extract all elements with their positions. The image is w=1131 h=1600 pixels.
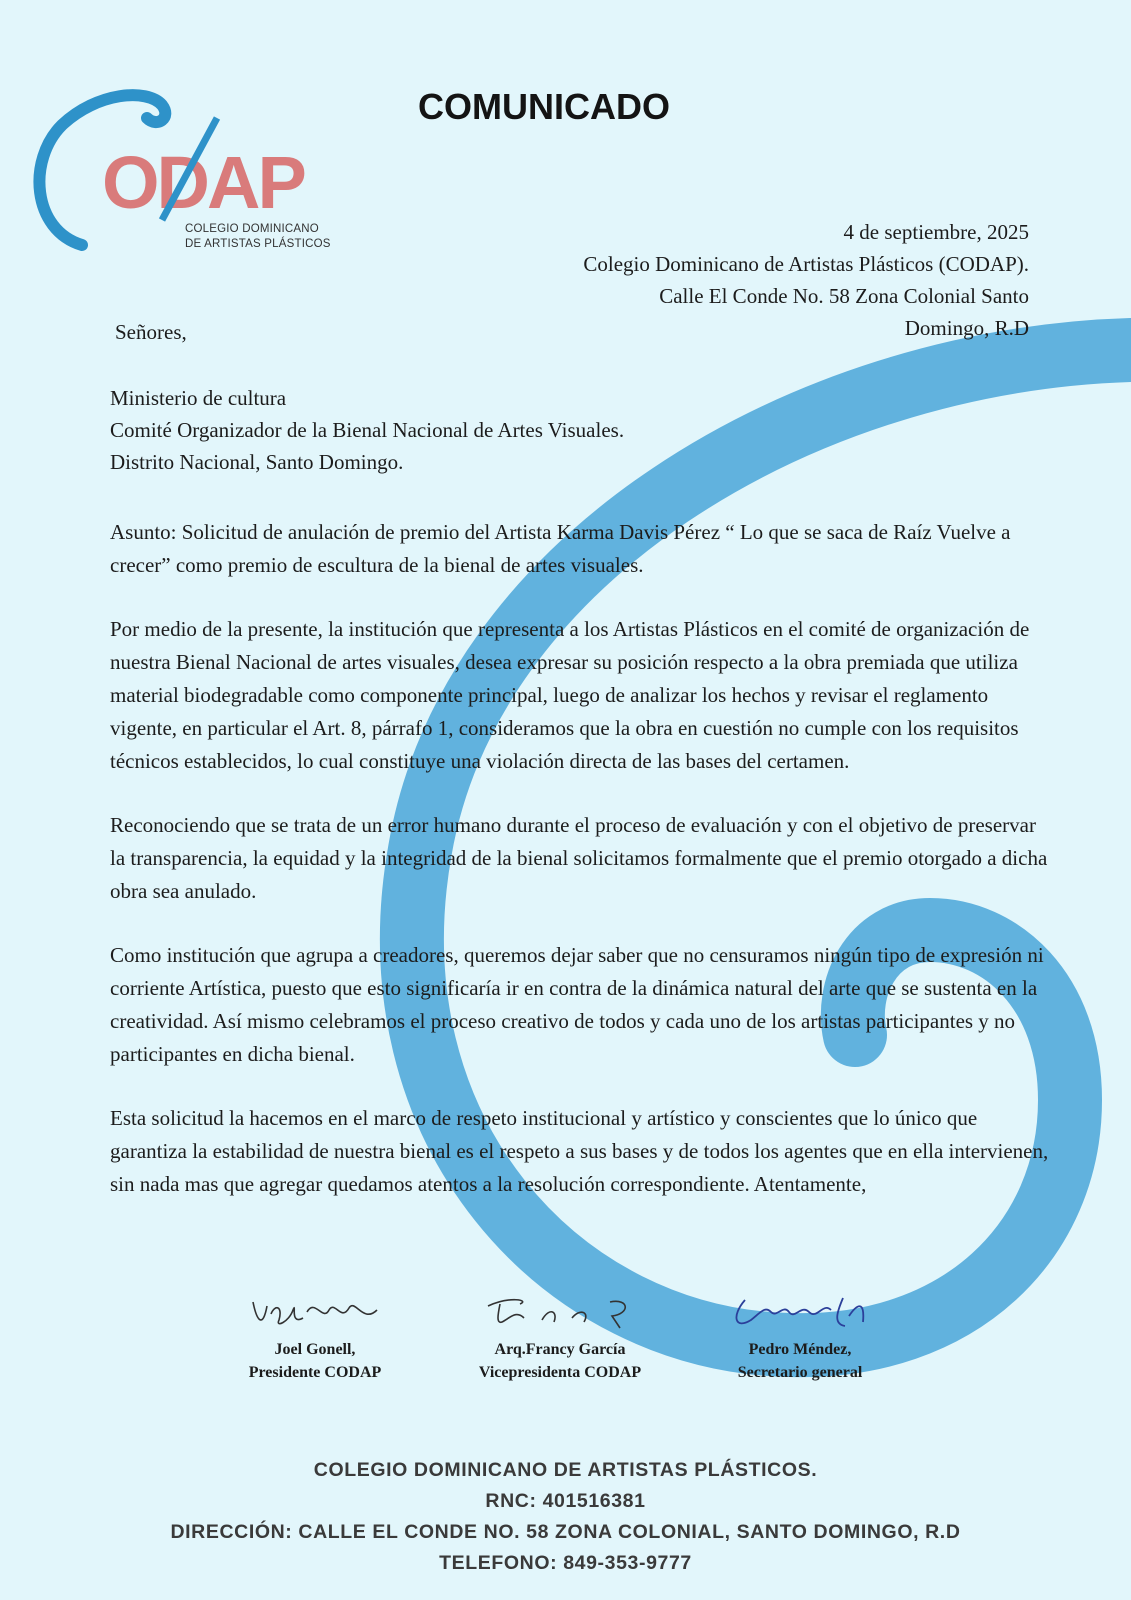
footer-org: COLEGIO DOMINICANO DE ARTISTAS PLÁSTICOS.: [313, 1459, 818, 1481]
body-paragraph-1: Por medio de la presente, la institución que representa a los Artistas Plásticos en el comité de organización de nuestra Bienal Nacional de artes visuales, desea expresar su posición respecto a la obra premiada que utiliza material biodegradable como componente principal, luego de analizar los hechos y revisar el reglamento vigente, en particular el Art. 8, párrafo 1, consideramos que la obra en cuestión no cumple con los requisitos técnicos establecidos, lo cual constituye una violación directa de las bases del certamen.: [110, 617, 1030, 773]
logo-subtitle: [185, 222, 331, 252]
logo-wordmark: ODAP: [102, 141, 304, 224]
letter-date: 4 de septiembre, 2025: [843, 220, 1029, 244]
document-title: COMUNICADO: [418, 86, 670, 127]
signature-scribble-2: [480, 1292, 640, 1332]
signatory-name-1: Joel Gonell,: [274, 1341, 356, 1358]
footer-rnc: RNC: 401516381: [485, 1490, 646, 1512]
signature-scribble-3: [725, 1292, 875, 1332]
logo-subtitle-line2: DE ARTISTAS PLÁSTICOS: [185, 238, 331, 250]
footer-address: DIRECCIÓN: CALLE EL CONDE NO. 58 ZONA COLONIAL, SANTO DOMINGO, R.D: [170, 1521, 961, 1543]
body-paragraph-3: Como institución que agrupa a creadores, queremos dejar saber que no censuramos ningún tipo de expresión ni corriente Artística, puesto que esto significaría ir en contra de la dinámica natural del arte que se sustenta en la creatividad. Así mismo celebramos el proceso creativo de todos y cada uno de los artistas participantes y no participantes en dicha bienal.: [110, 943, 1044, 1066]
logo-subtitle-line1: COLEGIO DOMINICANO: [185, 223, 319, 235]
codap-logo: [22, 80, 352, 260]
recipient-block: [110, 382, 624, 478]
signature-block-1: [215, 1292, 415, 1384]
footer: [0, 1455, 1131, 1579]
footer-phone: TELEFONO: 849-353-9777: [439, 1552, 692, 1574]
sender-header: [583, 216, 1029, 344]
body-paragraph-4: Esta solicitud la hacemos en el marco de respeto institucional y artístico y conscientes que lo único que garantiza la estabilidad de nuestra bienal es el respeto a sus bases y de todos los agentes que en ella intervienen, sin nada mas que agregar quedamos atentos a la resolución correspondiente. Atentamente,: [110, 1106, 1049, 1196]
signatory-role-3: Secretario general: [737, 1364, 863, 1381]
subject-paragraph: Asunto: Solicitud de anulación de premio del Artista Karma Davis Pérez “ Lo que se saca de Raíz Vuelve a crecer” como premio de escultura de la bienal de artes visuales.: [110, 520, 1011, 577]
signature-block-2: [460, 1292, 660, 1384]
body-paragraph-2: Reconociendo que se trata de un error humano durante el proceso de evaluación y con el objetivo de preservar la transparencia, la equidad y la integridad de la bienal solicitamos formalmente que el premio otorgado a dicha obra sea anulado.: [110, 813, 1048, 903]
recipient-line1: Ministerio de cultura: [110, 386, 287, 410]
signatory-name-2: Arq.Francy García: [494, 1341, 626, 1358]
greeting: Señores,: [115, 320, 187, 344]
sender-org: Colegio Dominicano de Artistas Plásticos (CODAP).: [583, 252, 1029, 276]
sender-address-line1: Calle El Conde No. 58 Zona Colonial Santo: [659, 284, 1029, 308]
letter-body: [110, 516, 1050, 1232]
recipient-line3: Distrito Nacional, Santo Domingo.: [110, 450, 404, 474]
signature-scribble-1: [245, 1292, 385, 1332]
signatory-name-3: Pedro Méndez,: [748, 1341, 852, 1358]
sender-address-line2: Domingo, R.D: [904, 316, 1029, 340]
signatory-role-1: Presidente CODAP: [248, 1364, 382, 1381]
signature-block-3: [700, 1292, 900, 1384]
recipient-line2: Comité Organizador de la Bienal Nacional de Artes Visuales.: [110, 418, 625, 442]
signatory-role-2: Vicepresidenta CODAP: [478, 1364, 642, 1381]
